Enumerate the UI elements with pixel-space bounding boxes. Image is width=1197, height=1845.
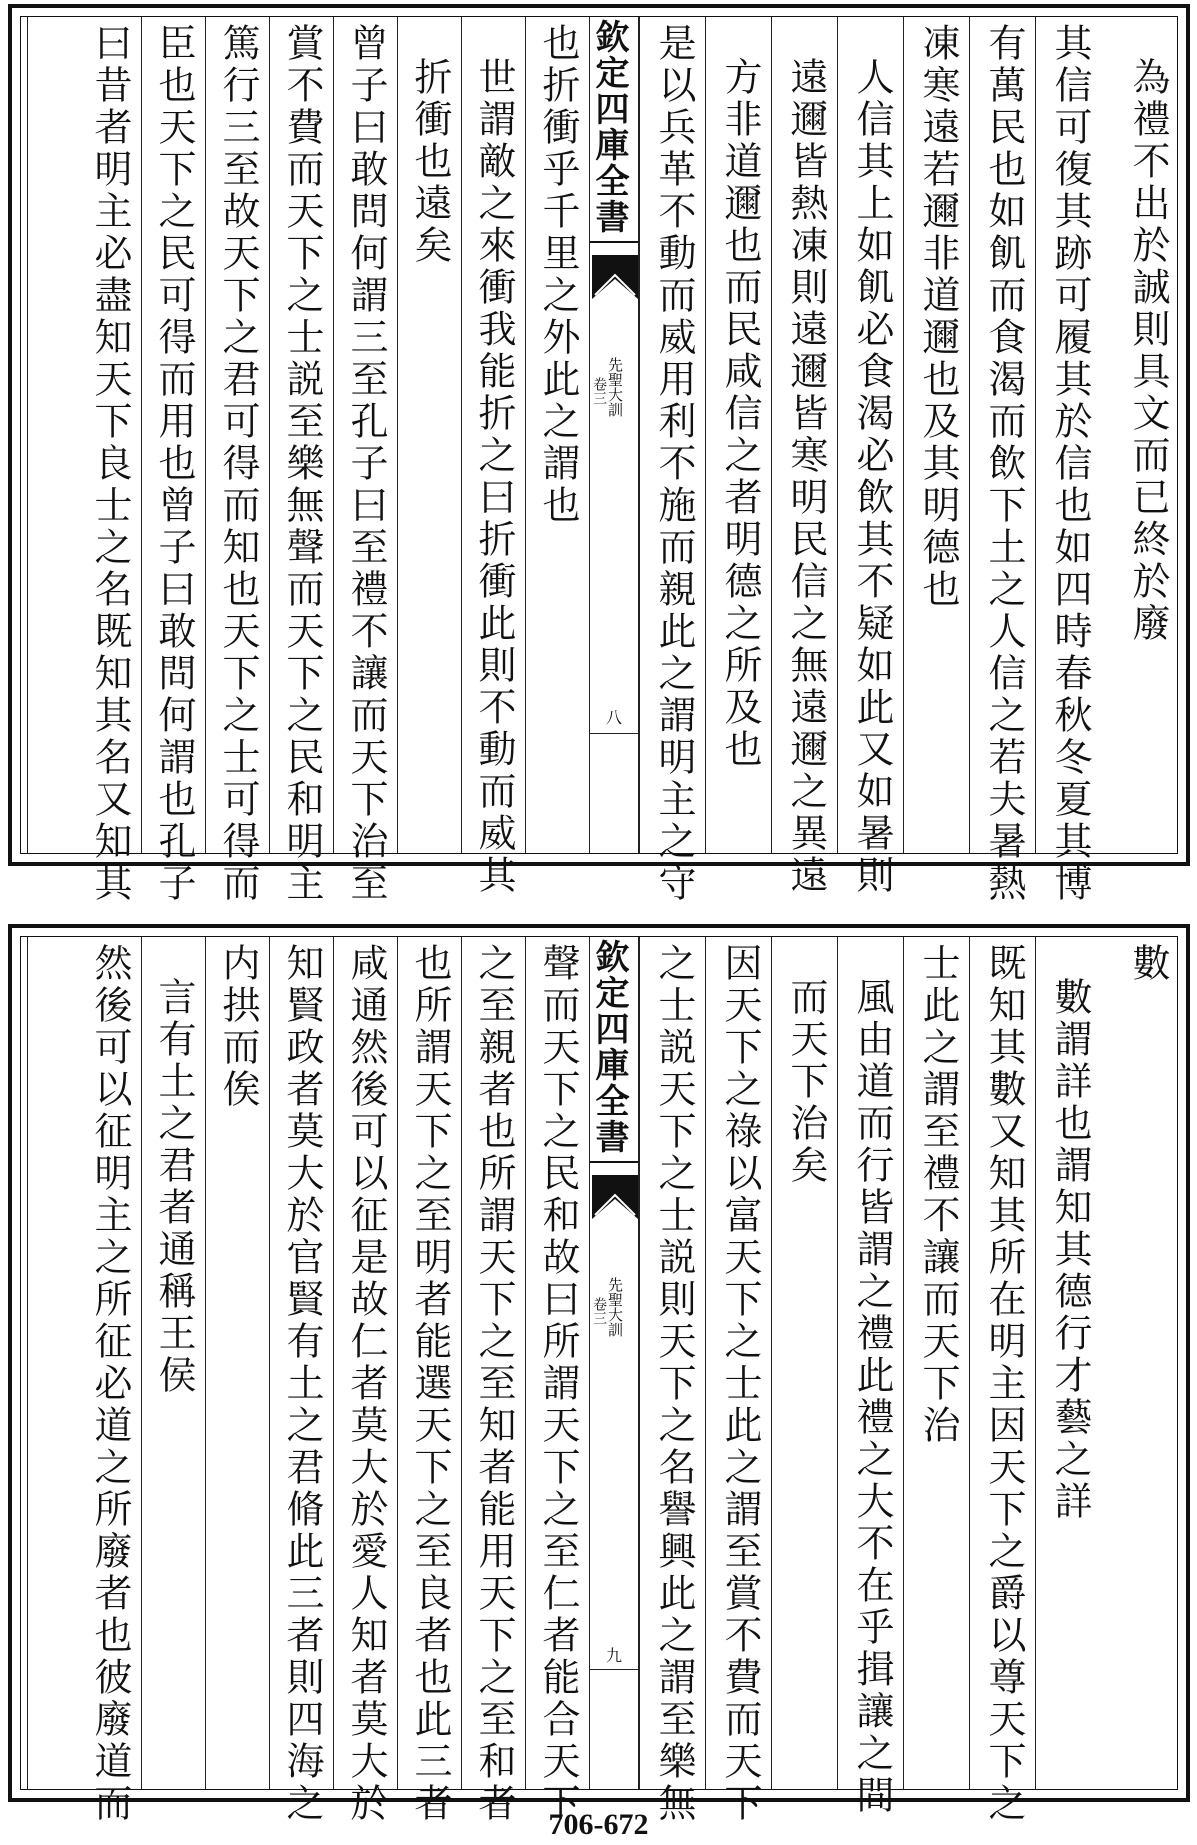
text-column [903,17,969,853]
text-column [771,937,837,1789]
center-volume: 卷三 [591,1297,607,1325]
text-column [461,17,525,897]
text-column [771,17,837,897]
column-text: 凍寒遠若邇非道邇也及其明德也 [916,23,960,611]
text-column [525,937,589,1825]
column-text: 數 [1126,943,1170,985]
text-column [705,17,771,853]
column-text: 既知其數又知其所在明主因天下之爵以尊天下之 [982,943,1026,1825]
text-column [1101,937,1179,1789]
fishtail-mark-icon [592,255,638,299]
text-column [1035,937,1101,1789]
column-text: 也折衝乎千里之外此之謂也 [536,23,580,527]
column-text: 臣也天下之民可得而用也曾子曰敢問何謂也孔子 [152,23,196,905]
center-divider [590,733,638,734]
center-volume: 卷三 [591,377,607,405]
page-frame [20,16,1178,905]
page-reference: 706-672 [548,1808,649,1841]
column-text: 數謂詳也謂知其德行才藝之詳 [1048,977,1092,1523]
center-title: 欽定四庫全書 [590,939,638,1163]
text-column [969,937,1035,1825]
text-column [141,17,205,905]
text-column [639,17,705,905]
center-book-title: 先聖大訓 [606,1277,624,1337]
column-text: 聲而天下之民和故曰所謂天下之至仁者能合天下 [536,943,580,1825]
text-column [837,937,903,1817]
column-text: 曰昔者明主必盡知天下良士之名既知其名又知其 [88,23,132,905]
text-column [397,17,461,853]
column-text: 因天下之祿以富天下之士此之謂至賞不費而天下 [718,943,762,1825]
column-text: 為禮不出於誠則具文而已終於廢 [1126,57,1170,645]
column-text: 之至親者也所謂天下之至知者能用天下之至和者 [472,943,516,1825]
text-column [461,937,525,1825]
text-column [333,937,397,1825]
center-fold [589,17,639,853]
text-column [397,937,461,1825]
center-fold [589,937,639,1789]
column-text: 而天下治矣 [784,977,828,1187]
text-column [1035,17,1101,905]
column-text: 士此之謂至禮不讓而天下治 [916,943,960,1447]
column-text: 知賢政者莫大於官賢有土之君脩此三者則四海之 [280,943,324,1825]
column-text: 篤行三至故天下之君可得而知也天下之士可得而 [216,23,260,905]
column-text: 方非道邇也而民咸信之者明德之所及也 [718,57,762,771]
text-column [639,937,705,1825]
text-column [205,17,269,905]
column-text: 世謂敵之來衝我能折之曰折衝此則不動而威其 [472,57,516,897]
text-column [969,17,1035,905]
center-title: 欽定四庫全書 [590,19,638,243]
column-text: 賞不費而天下之士説至樂無聲而天下之民和明主 [280,23,324,905]
column-text: 其信可復其跡可履其於信也如四時春秋冬夏其博 [1048,23,1092,905]
text-column [837,17,903,897]
column-text: 是以兵革不動而威用利不施而親此之謂明主之守 [652,23,696,905]
column-text: 咸通然後可以征是故仁者莫大於愛人知者莫大於 [344,943,388,1825]
page-upper [8,4,1190,905]
text-column [269,17,333,905]
center-book-title: 先聖大訓 [606,357,624,417]
fishtail-mark-icon [592,1175,638,1219]
column-text: 曾子曰敢問何謂三至孔子曰至禮不讓而天下治至 [344,23,388,905]
text-column [705,937,771,1825]
column-text: 折衝也遠矣 [408,57,452,267]
column-text: 言有土之君者通稱王侯 [152,977,196,1397]
column-text: 有萬民也如飢而食渴而飲下土之人信之若夫暑熱 [982,23,1026,905]
center-divider [590,1669,638,1670]
column-text: 風由道而行皆謂之禮此禮之大不在乎揖讓之間 [850,977,894,1817]
column-text: 人信其上如飢必食渴必飲其不疑如此又如暑則 [850,57,894,897]
column-text: 之士説天下之士説則天下之名譽興此之謂至樂無 [652,943,696,1825]
text-column [141,937,205,1789]
text-column [269,937,333,1825]
column-text: 然後可以征明主之所征必道之所廢者也彼廢道而 [88,943,132,1825]
text-column [333,17,397,905]
text-column [525,17,589,853]
column-text: 也所謂天下之至明者能選天下之至良者也此三者 [408,943,452,1825]
text-column [27,17,141,905]
text-column [205,937,269,1789]
text-column [27,937,141,1825]
column-text: 遠邇皆熱凍則遠邇皆寒明民信之無遠邇之異遠 [784,57,828,897]
column-text: 内拱而俟 [216,943,260,1111]
center-page-number: 八 [605,708,622,727]
center-page-number: 九 [605,1646,622,1665]
text-column [903,937,969,1789]
text-column [1101,17,1179,853]
